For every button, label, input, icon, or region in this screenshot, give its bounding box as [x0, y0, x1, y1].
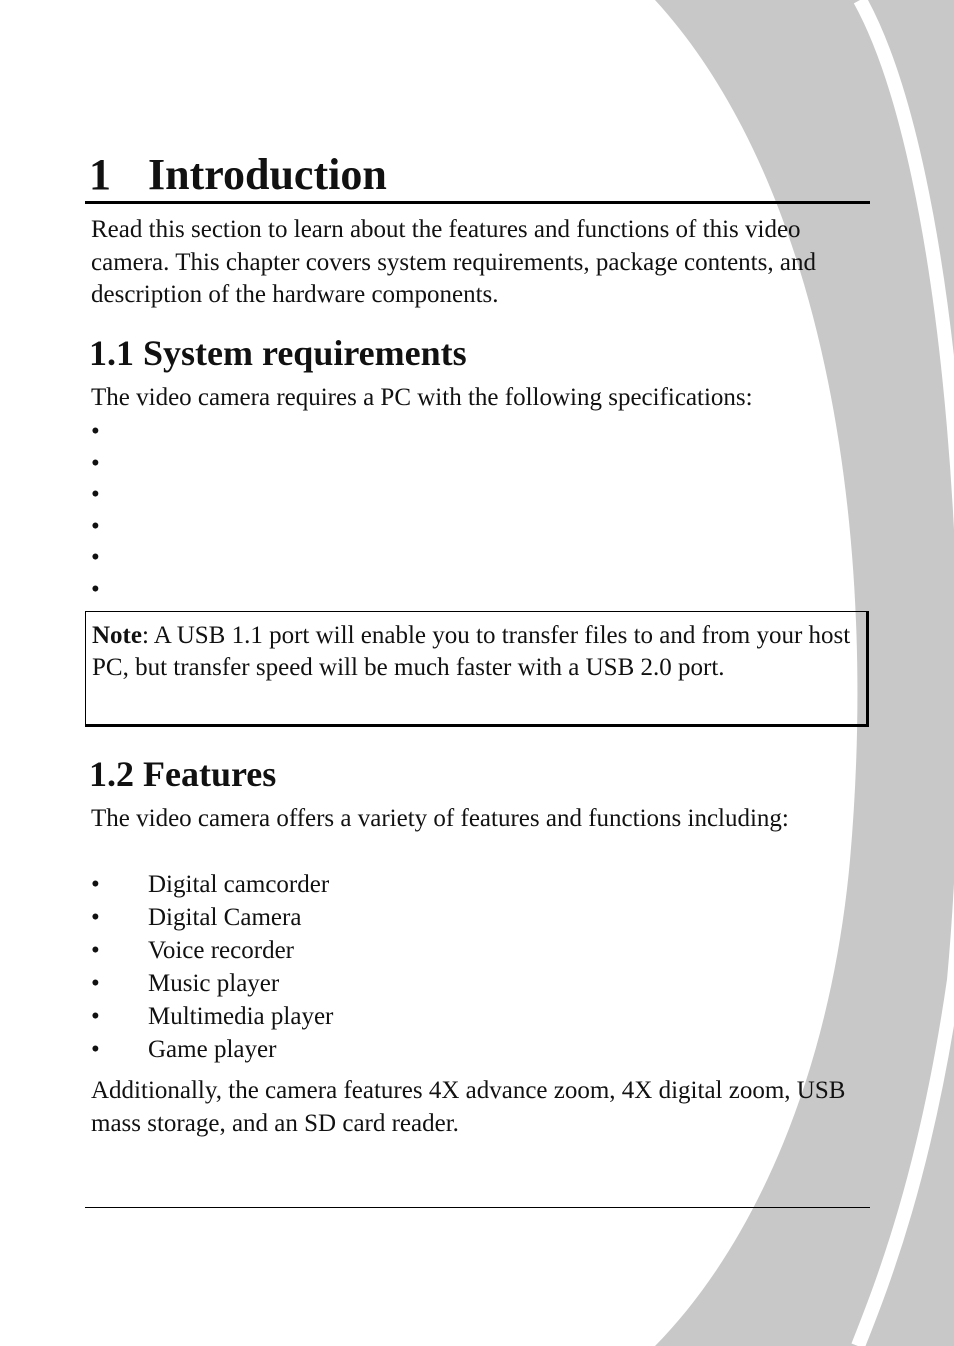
chapter-number: 1 [89, 150, 111, 199]
note-text [92, 620, 864, 684]
chapter-title: Introduction [148, 150, 387, 199]
features-list [91, 868, 333, 1066]
list-item: • [91, 544, 100, 571]
bullet: • [91, 871, 100, 898]
features-heading: 1.2 Features [89, 754, 277, 794]
feature-label: Digital camcorder [148, 871, 330, 898]
chapter-heading [89, 148, 387, 202]
list-item [91, 1000, 333, 1033]
list-item [91, 1033, 333, 1066]
system-requirements-heading: 1.1 System requirements [89, 333, 467, 373]
feature-label: Multimedia player [148, 1003, 334, 1030]
list-item: • [91, 512, 100, 540]
features-text: The video camera offers a variety of features and functions including: [91, 805, 789, 832]
list-item: • [91, 449, 100, 477]
note-label: Note [92, 622, 142, 649]
system-requirements-text: The video camera requires a PC with the following specifications: [91, 384, 753, 411]
list-item [91, 934, 333, 967]
intro-paragraph: Read this section to learn about the features and functions of this video camera. This chapter covers system requirements, package contents, and description of the hardware components. [91, 216, 816, 308]
features-additional-text: Additionally, the camera features 4X advance zoom, 4X digital zoom, USB mass storage, and an SD card reader. [91, 1077, 846, 1137]
list-item: • [91, 418, 100, 445]
list-item: • [91, 481, 100, 508]
list-item: • [91, 575, 100, 603]
note-box [85, 611, 869, 727]
bullet: • [91, 970, 100, 997]
feature-label: Voice recorder [148, 937, 294, 964]
list-item [91, 868, 333, 901]
feature-label: Digital Camera [148, 904, 302, 931]
bullet: • [91, 1003, 100, 1030]
footer-rule [85, 1207, 870, 1208]
bullet: • [91, 937, 100, 964]
feature-label: Game player [148, 1036, 277, 1063]
heading-rule [85, 201, 870, 204]
requirements-list [91, 416, 100, 605]
bullet: • [91, 904, 100, 931]
feature-label: Music player [148, 970, 280, 997]
note-body: : A USB 1.1 port will enable you to transfer files to and from your host PC, but transfer speed will be much faster with a USB 2.0 port. [92, 622, 851, 681]
list-item [91, 967, 333, 1000]
bullet: • [91, 1036, 100, 1063]
list-item [91, 901, 333, 934]
